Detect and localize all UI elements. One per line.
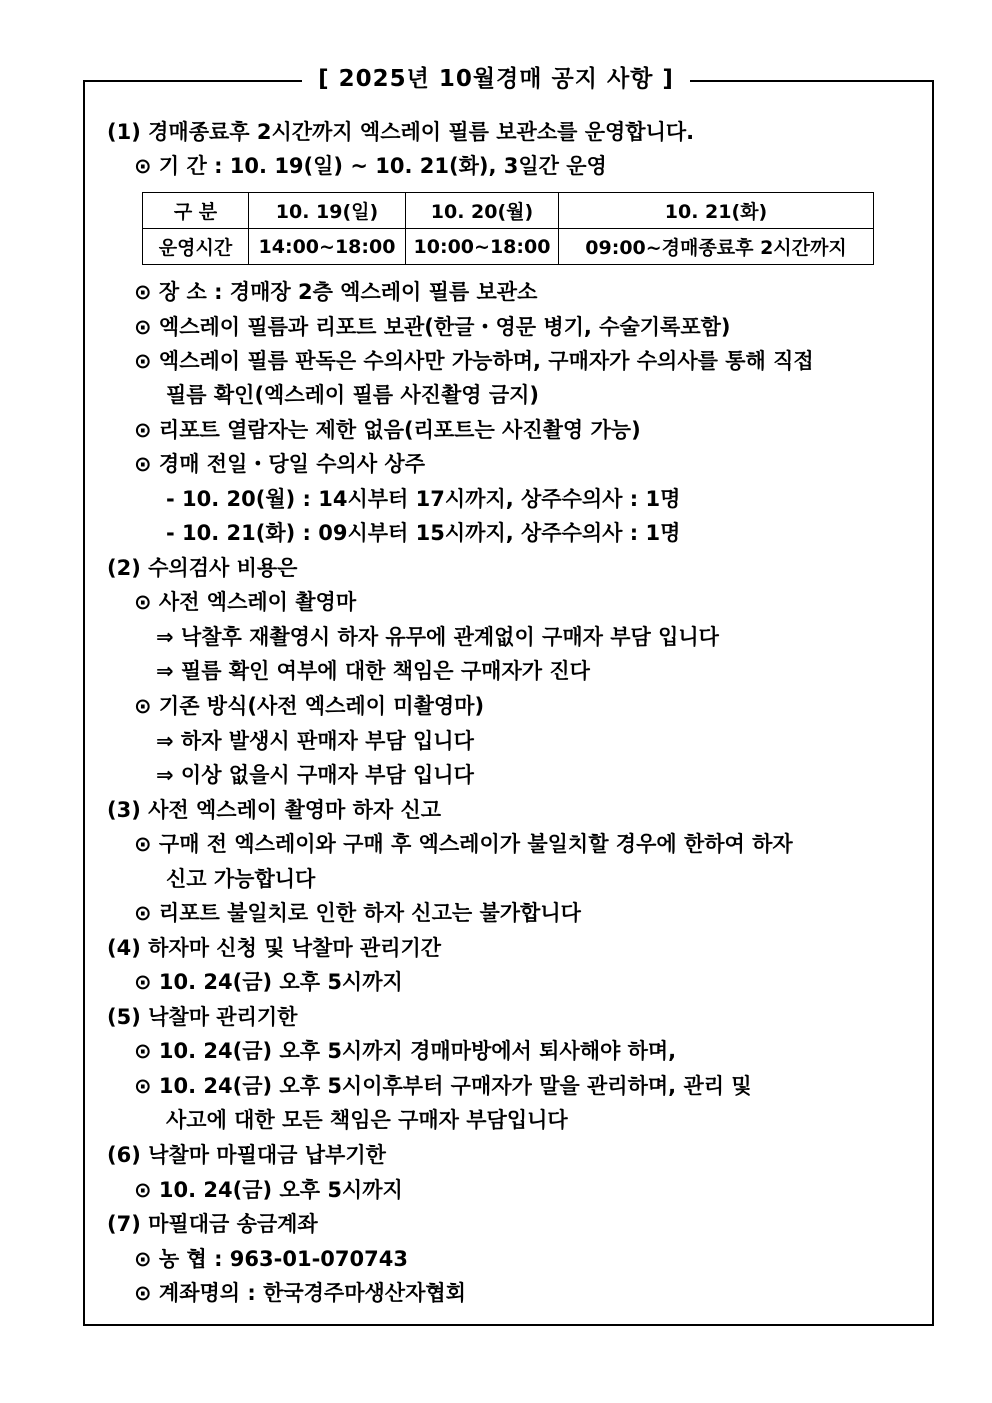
section1-reading-line1: ⊙ 엑스레이 필름 판독은 수의사만 가능하며, 구매자가 수의사를 통해 직접	[134, 349, 814, 373]
notice-title: [ 2025년 10월경매 공지 사항 ]	[302, 66, 690, 92]
section5-item1: ⊙ 10. 24(금) 오후 5시까지 경매마방에서 퇴사해야 하며,	[134, 1039, 677, 1063]
section1-vet: ⊙ 경매 전일・당일 수의사 상주	[134, 452, 425, 476]
section7-heading: (7) 마필대금 송금계좌	[107, 1212, 318, 1236]
section1-period: ⊙ 기 간 : 10. 19(일) ~ 10. 21(화), 3일간 운영	[134, 154, 607, 178]
section1-vet-day1: - 10. 20(월) : 14시부터 17시까지, 상주수의사 : 1명	[166, 487, 681, 511]
section7-bank: ⊙ 농 협 : 963-01-070743	[134, 1247, 408, 1271]
section4-item: ⊙ 10. 24(금) 오후 5시까지	[134, 970, 403, 994]
section3-heading: (3) 사전 엑스레이 촬영마 하자 신고	[107, 798, 442, 822]
table-cell: 운영시간	[143, 229, 249, 265]
notice-title-wrap	[0, 60, 992, 93]
section6-heading: (6) 낙찰마 마필대금 납부기한	[107, 1143, 386, 1167]
table-header-cell: 10. 21(화)	[559, 193, 874, 229]
section2-old-line2: ⇒ 이상 없을시 구매자 부담 입니다	[156, 763, 474, 787]
section2-old-line1: ⇒ 하자 발생시 판매자 부담 입니다	[156, 729, 474, 753]
section6-item: ⊙ 10. 24(금) 오후 5시까지	[134, 1178, 403, 1202]
table-header-row	[143, 193, 874, 229]
section1-vet-day2: - 10. 21(화) : 09시부터 15시까지, 상주수의사 : 1명	[166, 521, 681, 545]
section5-item2-line1: ⊙ 10. 24(금) 오후 5시이후부터 구매자가 말을 관리하며, 관리 및	[134, 1074, 752, 1098]
section2-pre-line2: ⇒ 필름 확인 여부에 대한 책임은 구매자가 진다	[156, 659, 590, 683]
section3-item1-line2: 신고 가능합니다	[166, 867, 316, 891]
section1-place: ⊙ 장 소 : 경매장 2층 엑스레이 필름 보관소	[134, 280, 538, 304]
section1-reading-line2: 필름 확인(엑스레이 필름 사진촬영 금지)	[166, 383, 540, 407]
section2-pre-line1: ⇒ 낙찰후 재촬영시 하자 유무에 관계없이 구매자 부담 입니다	[156, 625, 719, 649]
section1-report: ⊙ 리포트 열람자는 제한 없음(리포트는 사진촬영 가능)	[134, 418, 641, 442]
section2-old: ⊙ 기존 방식(사전 엑스레이 미촬영마)	[134, 694, 485, 718]
table-cell: 09:00~경매종료후 2시간까지	[559, 229, 874, 265]
section5-heading: (5) 낙찰마 관리기한	[107, 1005, 298, 1029]
section3-item1-line1: ⊙ 구매 전 엑스레이와 구매 후 엑스레이가 불일치할 경우에 한하여 하자	[134, 832, 793, 856]
table-row	[143, 229, 874, 265]
section4-heading: (4) 하자마 신청 및 낙찰마 관리기간	[107, 936, 442, 960]
operating-hours-table	[142, 192, 874, 265]
section7-holder: ⊙ 계좌명의 : 한국경주마생산자협회	[134, 1281, 466, 1305]
section3-item2: ⊙ 리포트 불일치로 인한 하자 신고는 불가합니다	[134, 901, 581, 925]
table-header-cell: 10. 20(월)	[406, 193, 559, 229]
section2-pre: ⊙ 사전 엑스레이 촬영마	[134, 590, 357, 614]
section2-heading: (2) 수의검사 비용은	[107, 556, 298, 580]
table-cell: 14:00~18:00	[249, 229, 406, 265]
table-header-cell: 구 분	[143, 193, 249, 229]
section5-item2-line2: 사고에 대한 모든 책임은 구매자 부담입니다	[166, 1108, 568, 1132]
table-cell: 10:00~18:00	[406, 229, 559, 265]
section1-storage: ⊙ 엑스레이 필름과 리포트 보관(한글・영문 병기, 수술기록포함)	[134, 315, 731, 339]
table-header-cell: 10. 19(일)	[249, 193, 406, 229]
section1-heading: (1) 경매종료후 2시간까지 엑스레이 필름 보관소를 운영합니다.	[107, 120, 695, 144]
